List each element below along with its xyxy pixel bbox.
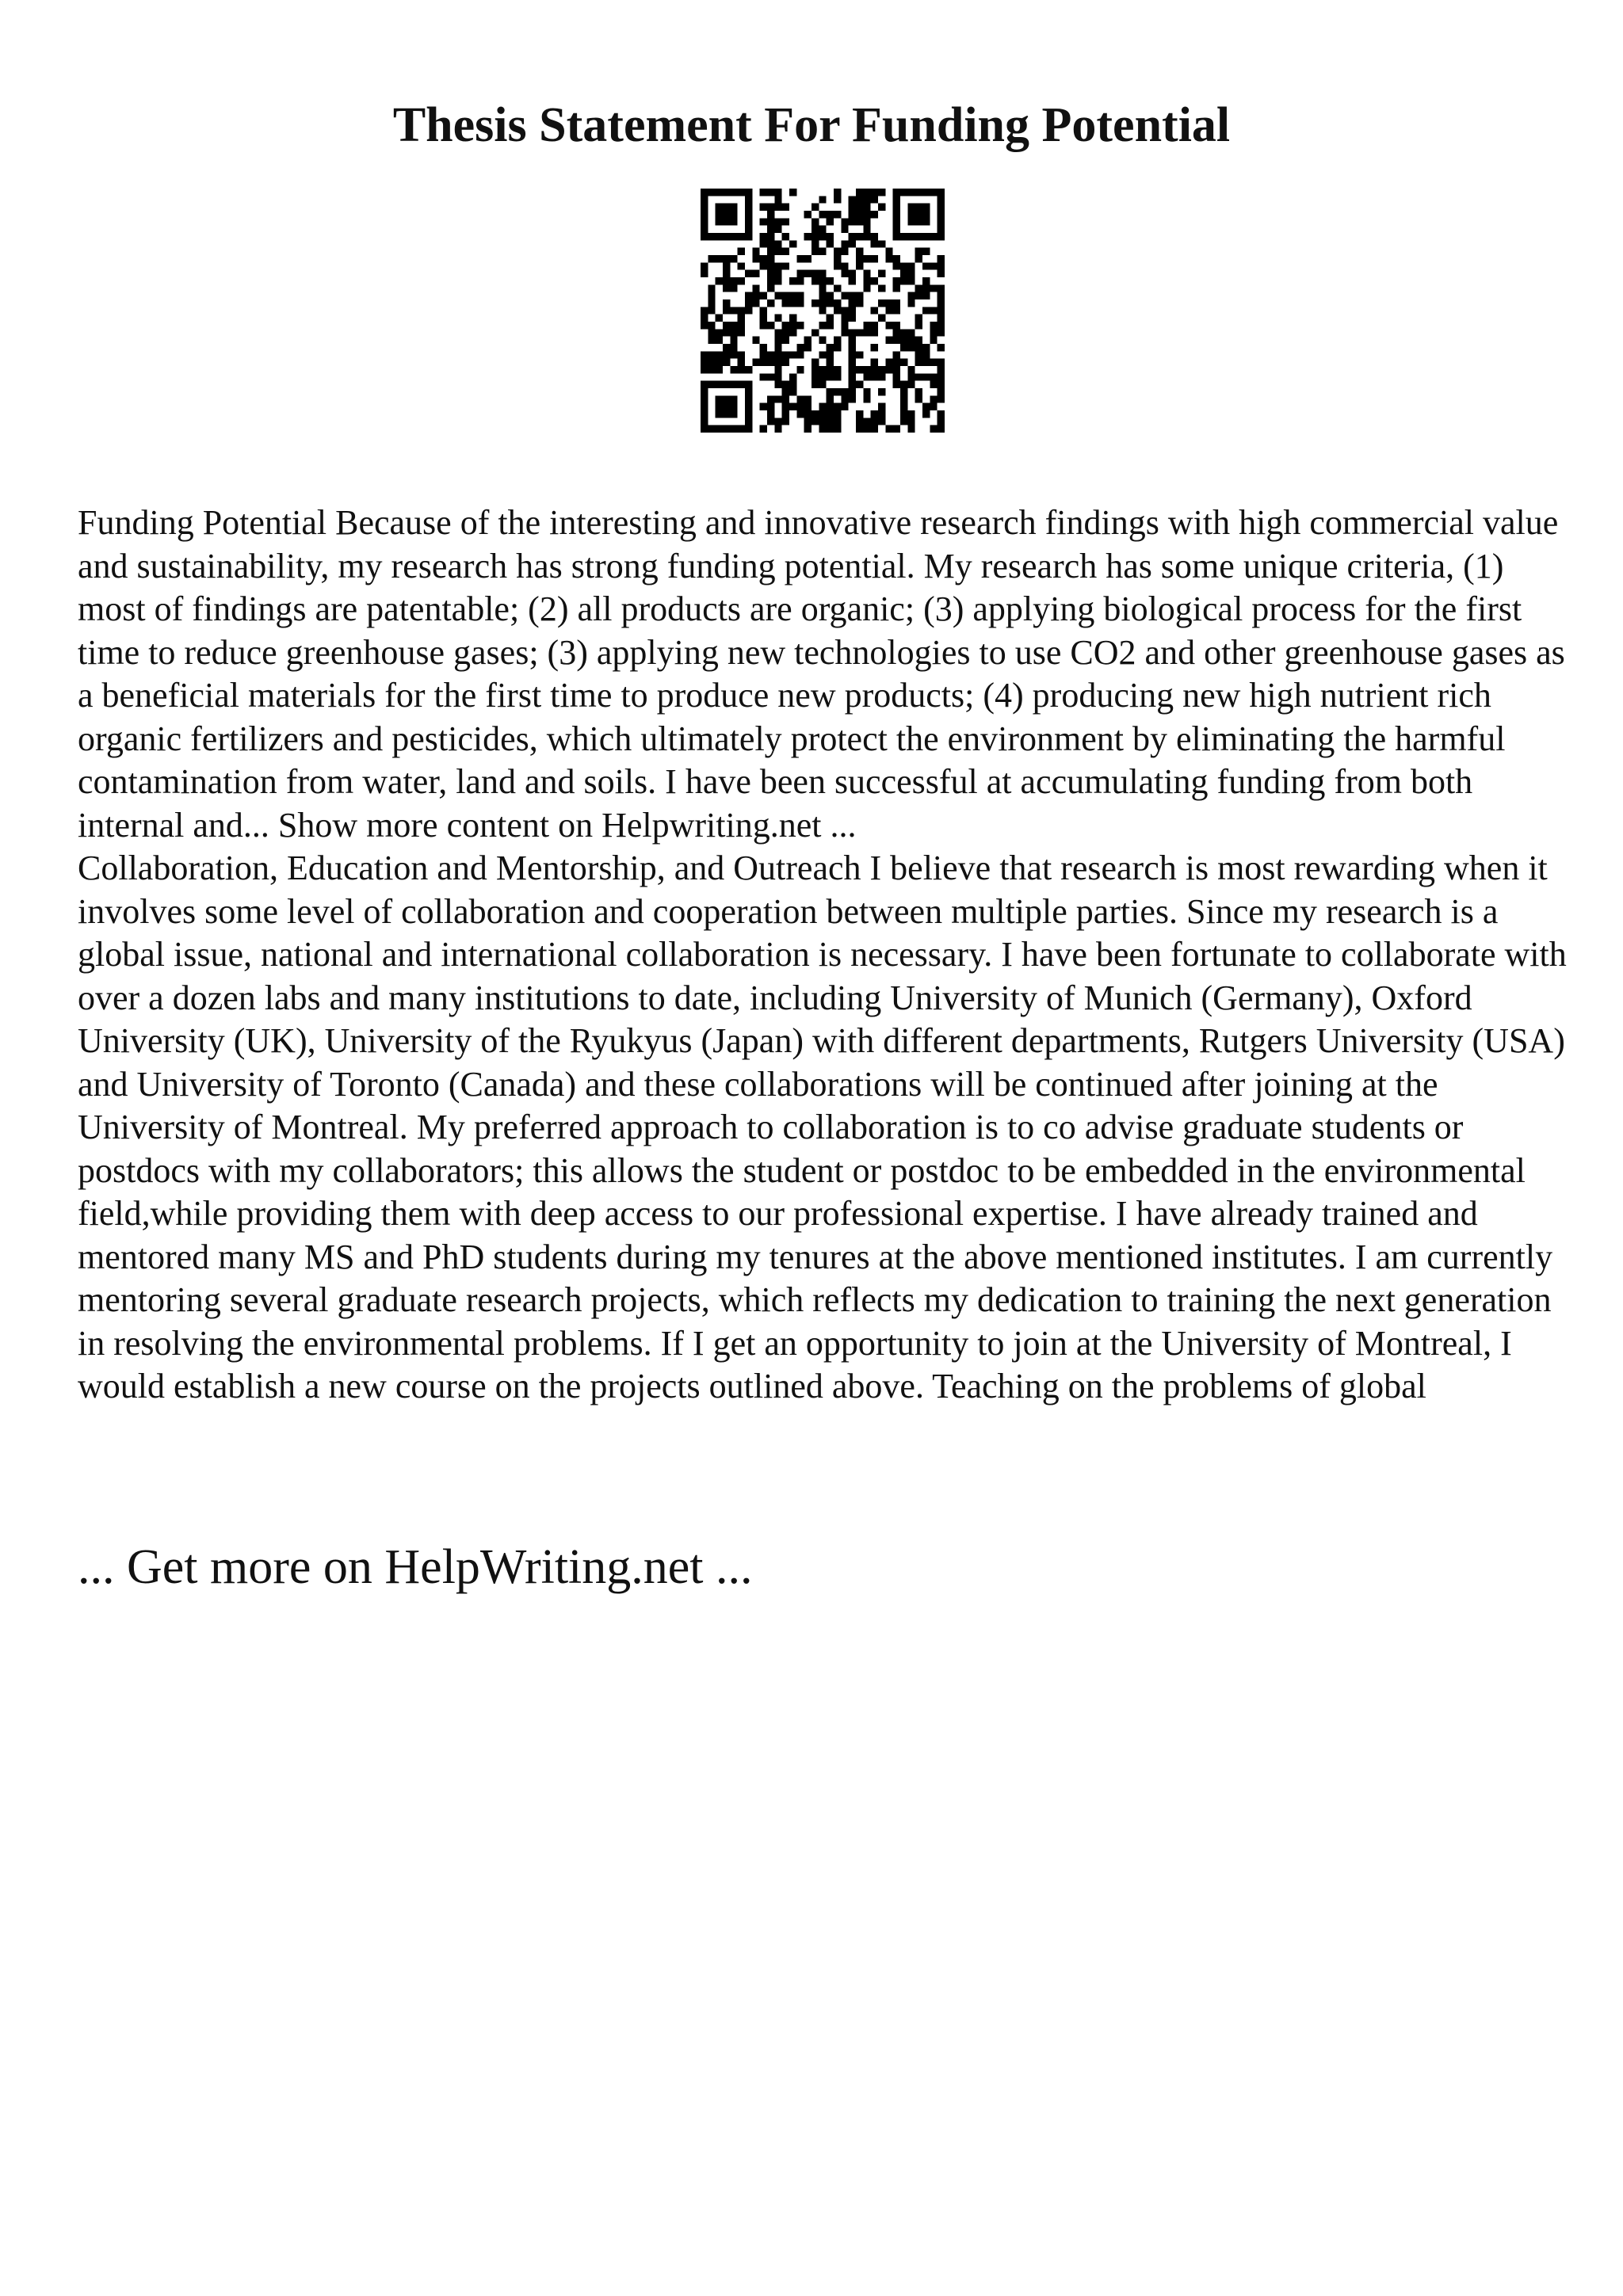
qr-code-icon[interactable]	[701, 189, 945, 433]
paragraph-collaboration: Collaboration, Education and Mentorship, and Outreach I believe that research is most rewarding when it involves some level of collaboration and cooperation between multiple parties. Since my research is a global issue, national and international collaboration is necessary. I have been fortunate to collaborate with over a dozen labs and many institutions to date, including University of Munich (Germany), Oxford University (UK), University of the Ryukyus (Japan) with different departments, Rutgers University (USA) and University of Toronto (Canada) and these collaborations will be continued after joining at the University of Montreal. My preferred approach to collaboration is to co advise graduate students or postdocs with my collaborators; this allows the student or postdoc to be embedded in the environmental field,while providing them with deep access to our professional expertise. I have already trained and mentored many MS and PhD students during my tenures at the above mentioned institutes. I am currently mentoring several graduate research projects, which reflects my dedication to training the next generation in resolving the environmental problems. If I get an opportunity to join at the University of Montreal, I would establish a new course on the projects outlined above. Teaching on the problems of global	[78, 849, 1567, 1405]
document-title: Thesis Statement For Funding Potential	[392, 98, 1231, 152]
document-body	[78, 502, 1568, 1409]
paragraph-funding-potential: Funding Potential Because of the interesting and innovative research findings with high commercial value and sustainability, my research has strong funding potential. My research has some unique criteria, (1) most of findings are patentable; (2) all products are organic; (3) applying biological process for the first time to reduce greenhouse gases; (3) applying new technologies to use CO2 and other greenhouse gases as a beneficial materials for the first time to produce new products; (4) producing new high nutrient rich organic fertilizers and pesticides, which ultimately protect the environment by eliminating the harmful contamination from water, land and soils. I have been successful at accumulating funding from both internal and... Show more content on Helpwriting.net ...	[78, 503, 1565, 845]
get-more-link[interactable]: ... Get more on HelpWriting.net ...	[78, 1540, 753, 1594]
